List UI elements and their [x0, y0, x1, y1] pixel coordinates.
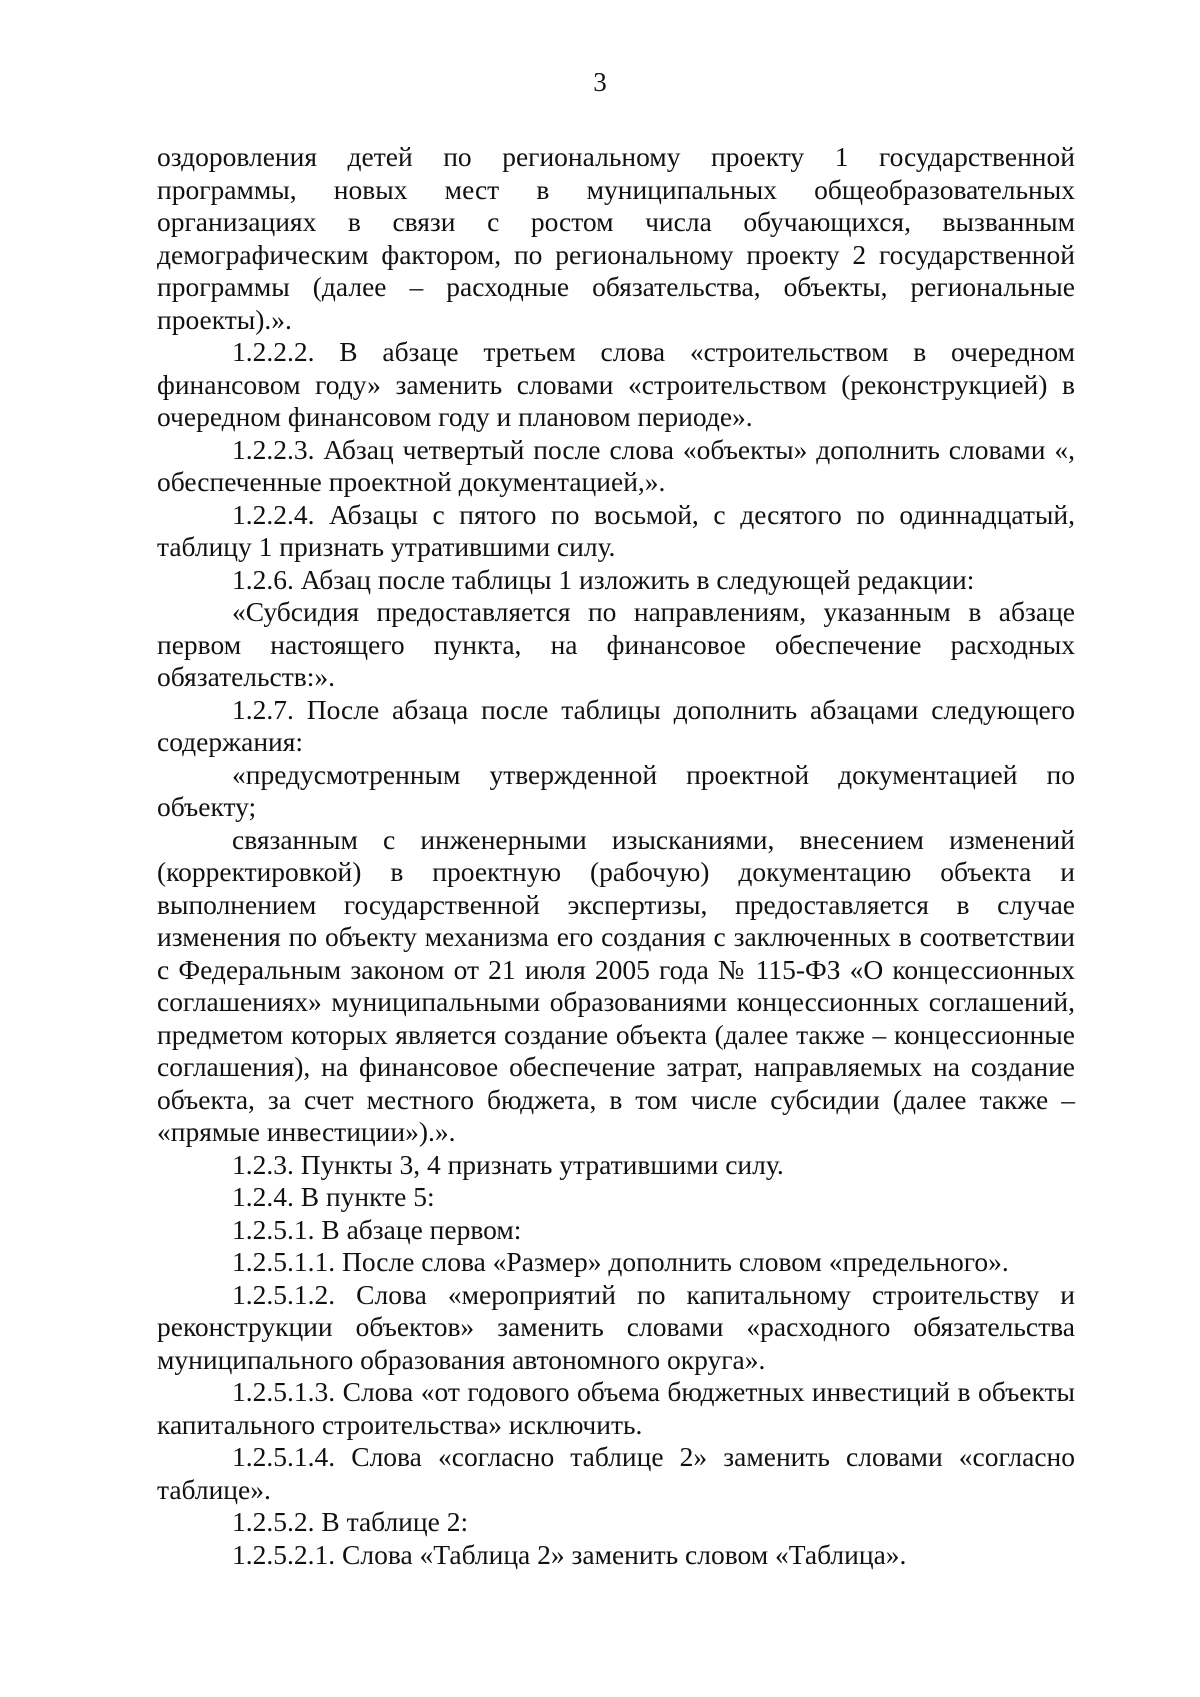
paragraph: 1.2.2.4. Абзацы с пятого по восьмой, с десятого по одиннадцатый, таблицу 1 признать утратившими силу.: [157, 498, 1075, 562]
paragraph: 1.2.5.1.2. Слова «мероприятий по капитальному строительству и реконструкции объектов» заменить словами «расходного обязательства муниципального образования автономного округа».: [157, 1278, 1075, 1375]
paragraph: «Субсидия предоставляется по направлениям, указанным в абзаце первом настоящего пункта, на финансовое обеспечение расходных обязательств:».: [157, 596, 1075, 692]
paragraph: 1.2.5.2. В таблице 2:: [232, 1506, 469, 1537]
paragraph: 1.2.6. Абзац после таблицы 1 изложить в следующей редакции:: [232, 563, 975, 595]
paragraph: связанным с инженерными изысканиями, внесением изменений (корректировкой) в проектную (рабочую) документацию объекта и выполнением государственной экспертизы, предоставляется в случае изменения по объекту механизма его создания с заключенных в соответствии с Федеральным законом от 21 июля 2005 года № 115-ФЗ «О концессионных соглашениях» муниципальными образованиями концессионных соглашений, предметом которых является создание объекта (далее также – концессионные соглашения), на финансовое обеспечение затрат, направляемых на создание объекта, за счет местного бюджета, в том числе субсидии (далее также – «прямые инвестиции»).».: [157, 823, 1075, 1147]
paragraph: оздоровления детей по региональному проекту 1 государственной программы, новых мест в муниципальных общеобразовательных организациях в связи с ростом числа обучающихся, вызванным демографическим фактором, по региональному проекту 2 государственной программы (далее – расходные обязательства, объекты, региональные проекты).».: [157, 141, 1075, 335]
paragraph: 1.2.4. В пункте 5:: [232, 1181, 435, 1212]
paragraph: 1.2.5.1. В абзаце первом:: [232, 1213, 522, 1245]
paragraph: 1.2.5.2.1. Слова «Таблица 2» заменить словом «Таблица».: [232, 1538, 907, 1570]
paragraph: «предусмотренным утвержденной проектной документацией по объекту;: [157, 758, 1075, 822]
paragraph: 1.2.2.2. В абзаце третьем слова «строительством в очередном финансовом году» заменить словами «строительством (реконструкцией) в очередном финансовом году и плановом периоде».: [157, 336, 1075, 432]
document-body: [157, 141, 1075, 1571]
paragraph: 1.2.7. После абзаца после таблицы дополнить абзацами следующего содержания:: [157, 693, 1075, 757]
page-number: 3: [593, 67, 607, 97]
paragraph: 1.2.5.1.3. Слова «от годового объема бюджетных инвестиций в объекты капитального строительства» исключить.: [157, 1376, 1075, 1440]
paragraph: 1.2.2.3. Абзац четвертый после слова «объекты» дополнить словами «, обеспеченные проектной документацией,».: [157, 433, 1075, 497]
paragraph: 1.2.5.1.1. После слова «Размер» дополнить словом «предельного».: [232, 1246, 1009, 1277]
paragraph: 1.2.3. Пункты 3, 4 признать утратившими силу.: [232, 1148, 784, 1180]
paragraph: 1.2.5.1.4. Слова «согласно таблице 2» заменить словами «согласно таблице».: [157, 1441, 1075, 1505]
